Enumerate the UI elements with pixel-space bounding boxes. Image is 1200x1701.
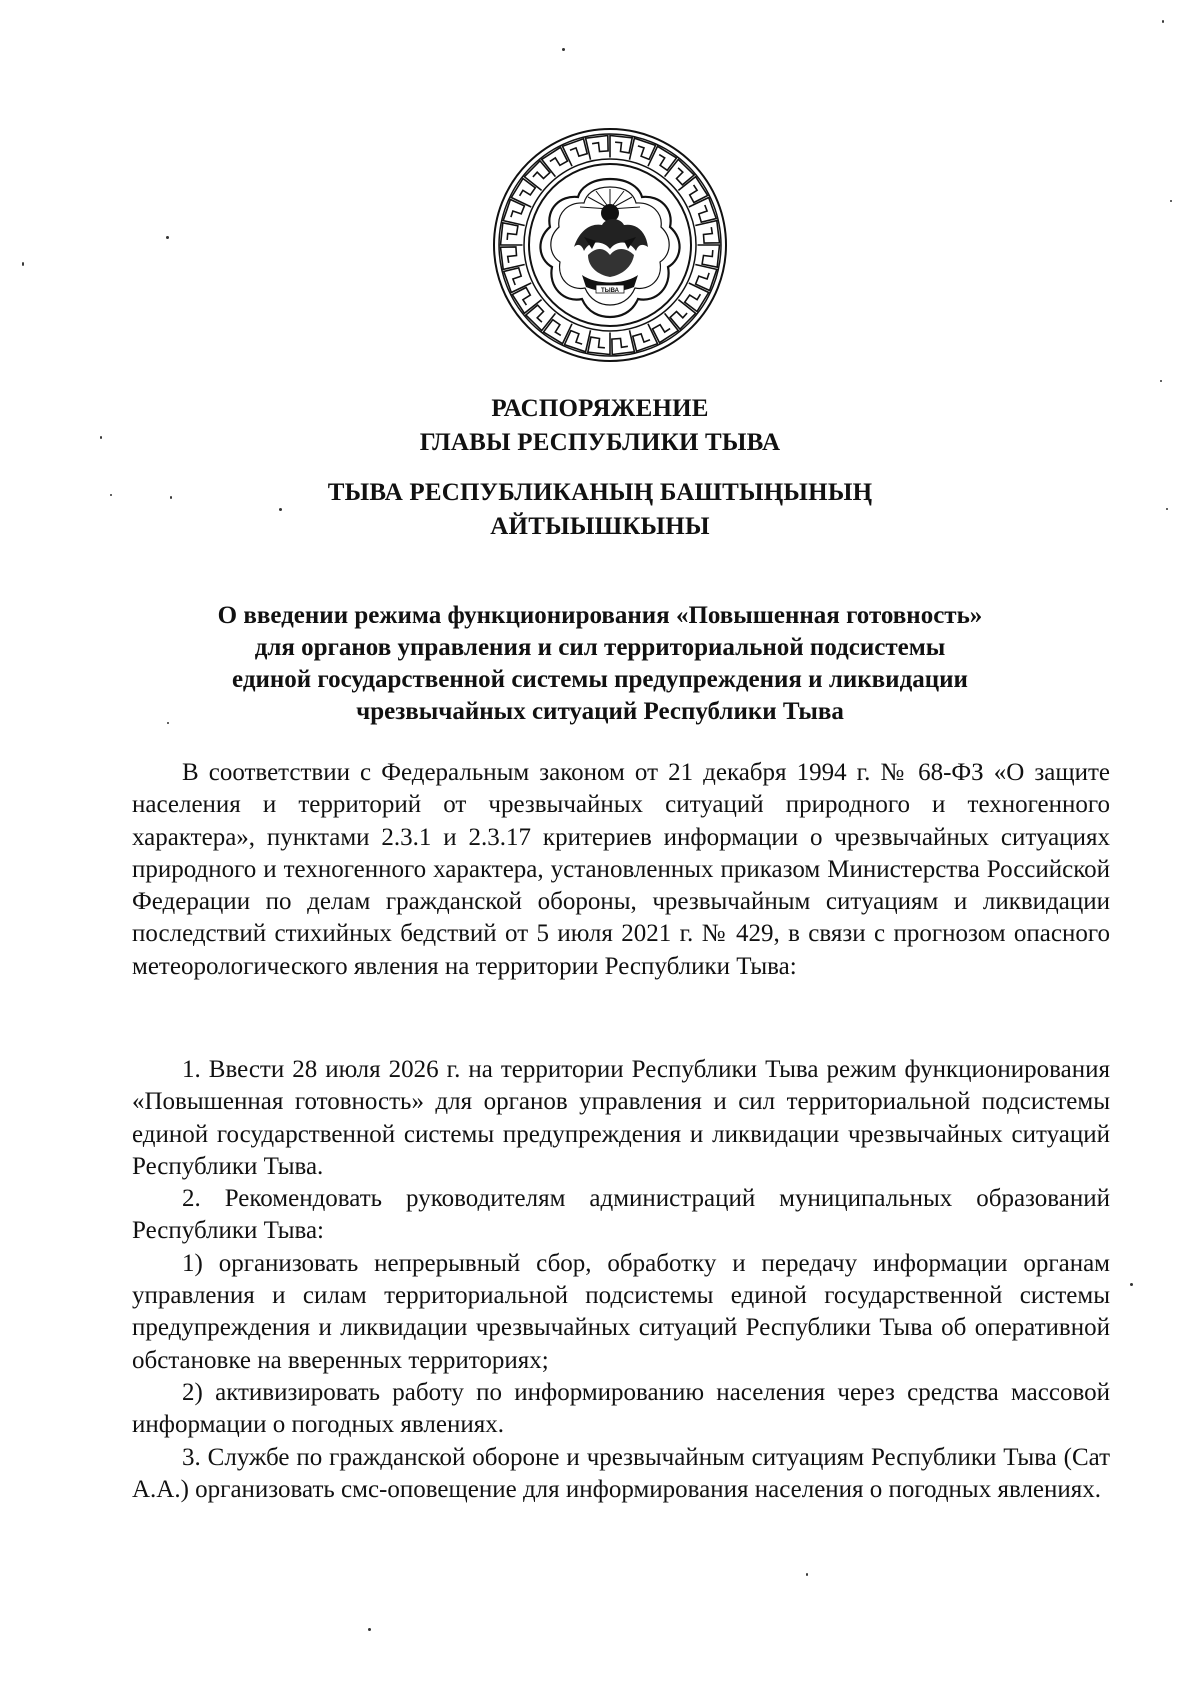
document-type-heading-tuvan (0, 476, 1200, 544)
meander-segment (501, 247, 525, 270)
meander-segment (612, 330, 635, 354)
subject-line-1: О введении режима функционирования «Повышенная готовность» (217, 602, 983, 629)
meander-segment (588, 333, 610, 355)
scan-speck (1160, 380, 1162, 382)
scan-speck (22, 262, 24, 266)
scan-speck (167, 722, 169, 724)
scan-speck (110, 494, 112, 496)
item-3-paragraph: 3. Службе по гражданской обороне и чрезвычайным ситуациям Республики Тыва (Сат А.А.) организовать смс-оповещение для информирования населения о погодных явлениях. (132, 1443, 1110, 1503)
meander-segment (586, 136, 609, 160)
preamble-paragraph: В соответствии с Федеральным законом от 21 декабря 1994 г. № 68-ФЗ «О защите населения и территорий от чрезвычайных ситуаций природного и техногенного характера», пунктами 2.3.1 и 2.3.17 критериев информации о чрезвычайных ситуациях природного и техногенного характера, установленных приказом Министерства Российской Федерации по делам гражданской обороны, чрезвычайным ситуациям и ликвидации последствий стихийных бедствий от 5 июля 2021 г. № 429, в связи с прогнозом опасного метеорологического явления на территории Республики Тыва: (132, 759, 1110, 980)
meander-segment (698, 245, 720, 267)
item-2-2-paragraph: 2) активизировать работу по информированию населения через средства массовой информации о погодных явлениях. (132, 1378, 1110, 1439)
meander-segment (695, 221, 719, 244)
title-ru-line-1: РАСПОРЯЖЕНИЕ (491, 395, 709, 422)
title-tyv-line-2: АЙТЫЫШКЫНЫ (490, 513, 710, 540)
scan-speck (166, 236, 169, 239)
subject-line-3: единой государственной системы предупреждения и ликвидации (232, 666, 968, 693)
emblem-inscription: ТЫВА (601, 288, 619, 294)
scan-speck (1170, 200, 1172, 202)
document-subject (120, 600, 1080, 728)
item-2-1-paragraph: 1) организовать непрерывный сбор, обработку и передачу информации органам управления и силам территориальной подсистемы единой государственной системы предупреждения и ликвидации чрезвычайных ситуаций Республики Тыва об оперативной обстановке на вверенных территориях; (132, 1249, 1110, 1374)
subject-line-2: для органов управления и сил территориальной подсистемы (254, 634, 946, 661)
scan-speck (806, 1573, 808, 1576)
scan-speck (1162, 20, 1164, 23)
scan-speck (1166, 508, 1168, 510)
scan-speck (170, 496, 172, 499)
item-1-paragraph: 1. Ввести 28 июля 2026 г. на территории Республики Тыва режим функционирования «Повышенная готовность» для органов управления и сил территориальной подсистемы единой государственной системы предупреждения и ликвидации чрезвычайных ситуаций Республики Тыва. (132, 1056, 1110, 1180)
meander-segment (501, 223, 523, 245)
preamble-section (132, 757, 1110, 983)
title-tyv-line-1: ТЫВА РЕСПУБЛИКАНЫҢ БАШТЫҢЫНЫҢ (327, 479, 873, 506)
scan-speck (1130, 1283, 1133, 1286)
item-2-paragraph: 2. Рекомендовать руководителям администраций муниципальных образований Республики Тыва: (132, 1185, 1110, 1245)
scan-speck (100, 436, 102, 439)
document-type-heading (0, 392, 1200, 460)
order-items-section (132, 1054, 1110, 1506)
scan-speck (279, 508, 282, 511)
subject-line-4: чрезвычайных ситуаций Республики Тыва (356, 698, 844, 725)
scan-speck (368, 1628, 371, 1631)
coat-of-arms-emblem (492, 127, 728, 363)
scan-speck (562, 48, 565, 51)
meander-segment (610, 136, 632, 158)
title-ru-line-2: ГЛАВЫ РЕСПУБЛИКИ ТЫВА (419, 429, 781, 456)
